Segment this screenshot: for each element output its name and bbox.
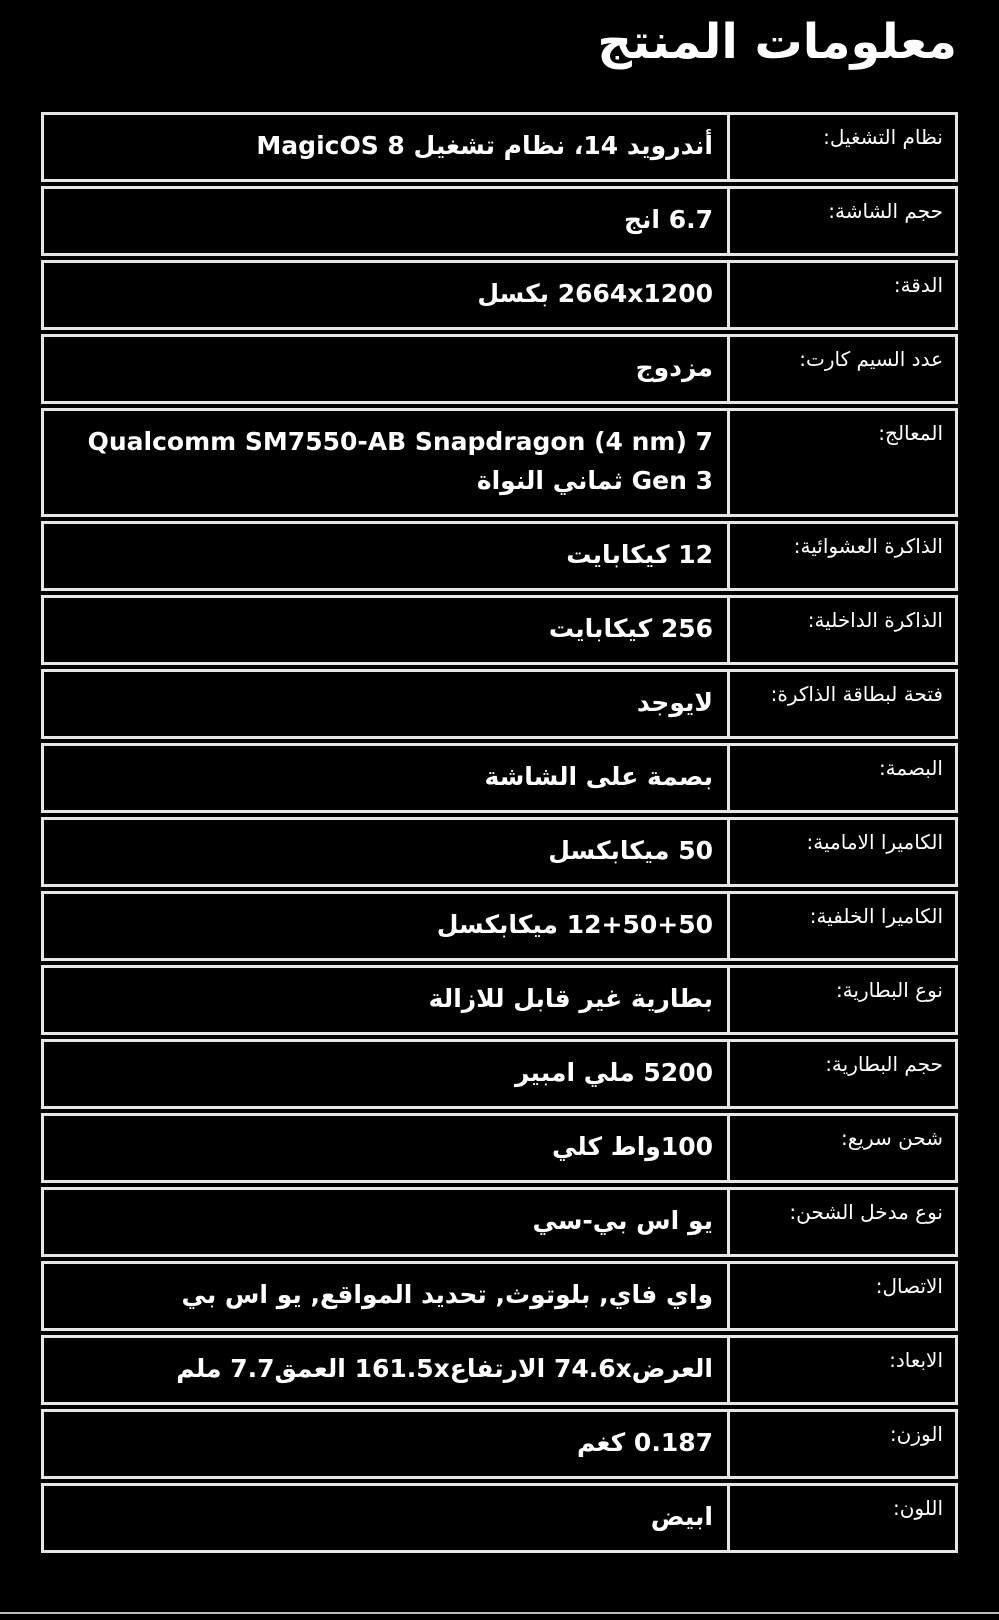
- spec-value: 256 كيكابايت: [41, 595, 727, 665]
- spec-row-fingerprint: [41, 743, 958, 813]
- spec-row-resolution: [41, 260, 958, 330]
- spec-label: نوع مدخل الشحن:: [727, 1187, 958, 1257]
- spec-row-charging-port: [41, 1187, 958, 1257]
- spec-value: ابيض: [41, 1483, 727, 1553]
- page-title: معلومات المنتج: [597, 14, 957, 70]
- spec-row-ram: [41, 521, 958, 591]
- spec-row-weight: [41, 1409, 958, 1479]
- spec-label: الاتصال:: [727, 1261, 958, 1331]
- spec-label: شحن سريع:: [727, 1113, 958, 1183]
- spec-row-rear-camera: [41, 891, 958, 961]
- spec-label: الدقة:: [727, 260, 958, 330]
- spec-row-battery-type: [41, 965, 958, 1035]
- spec-row-dimensions: [41, 1335, 958, 1405]
- spec-row-battery-size: [41, 1039, 958, 1109]
- spec-value: بصمة على الشاشة: [41, 743, 727, 813]
- spec-value: أندرويد 14، نظام تشغيل MagicOS 8: [41, 112, 727, 182]
- spec-row-screen-size: [41, 186, 958, 256]
- spec-value: 12 كيكابايت: [41, 521, 727, 591]
- spec-label: حجم البطارية:: [727, 1039, 958, 1109]
- spec-label: الكاميرا الخلفية:: [727, 891, 958, 961]
- spec-label: الكاميرا الامامية:: [727, 817, 958, 887]
- spec-value: Qualcomm SM7550-AB Snapdragon (4 nm) 7 Gen 3 ثماني النواة: [41, 408, 727, 517]
- spec-label: الابعاد:: [727, 1335, 958, 1405]
- spec-value: 12+50+50 ميكابكسل: [41, 891, 727, 961]
- spec-row-storage: [41, 595, 958, 665]
- spec-label: الذاكرة العشوائية:: [727, 521, 958, 591]
- spec-row-sim: [41, 334, 958, 404]
- spec-label: نظام التشغيل:: [727, 112, 958, 182]
- spec-label: البصمة:: [727, 743, 958, 813]
- spec-value: العرض74.6x الارتفاع161.5x العمق7.7 ملم: [41, 1335, 727, 1405]
- spec-value: مزدوج: [41, 334, 727, 404]
- spec-value: لايوجد: [41, 669, 727, 739]
- spec-label: اللون:: [727, 1483, 958, 1553]
- spec-value: 6.7 انج: [41, 186, 727, 256]
- spec-row-os: [41, 112, 958, 182]
- spec-value: يو اس بي-سي: [41, 1187, 727, 1257]
- spec-value: واي فاي, بلوتوث, تحديد المواقع, يو اس بي: [41, 1261, 727, 1331]
- specs-table: [41, 108, 958, 1557]
- spec-value: 50 ميكابكسل: [41, 817, 727, 887]
- spec-label: عدد السيم كارت:: [727, 334, 958, 404]
- spec-row-fast-charging: [41, 1113, 958, 1183]
- spec-row-processor: [41, 408, 958, 517]
- spec-label: فتحة لبطاقة الذاكرة:: [727, 669, 958, 739]
- spec-row-connectivity: [41, 1261, 958, 1331]
- bottom-divider: [0, 1612, 999, 1614]
- spec-label: حجم الشاشة:: [727, 186, 958, 256]
- spec-value: 0.187 كغم: [41, 1409, 727, 1479]
- spec-value: 5200 ملي امبير: [41, 1039, 727, 1109]
- spec-label: الوزن:: [727, 1409, 958, 1479]
- spec-label: الذاكرة الداخلية:: [727, 595, 958, 665]
- spec-label: نوع البطارية:: [727, 965, 958, 1035]
- spec-row-color: [41, 1483, 958, 1553]
- spec-label: المعالج:: [727, 408, 958, 517]
- spec-value: 2664x1200 بكسل: [41, 260, 727, 330]
- spec-value: 100واط كلي: [41, 1113, 727, 1183]
- spec-value: بطارية غير قابل للازالة: [41, 965, 727, 1035]
- spec-row-front-camera: [41, 817, 958, 887]
- spec-row-memory-card: [41, 669, 958, 739]
